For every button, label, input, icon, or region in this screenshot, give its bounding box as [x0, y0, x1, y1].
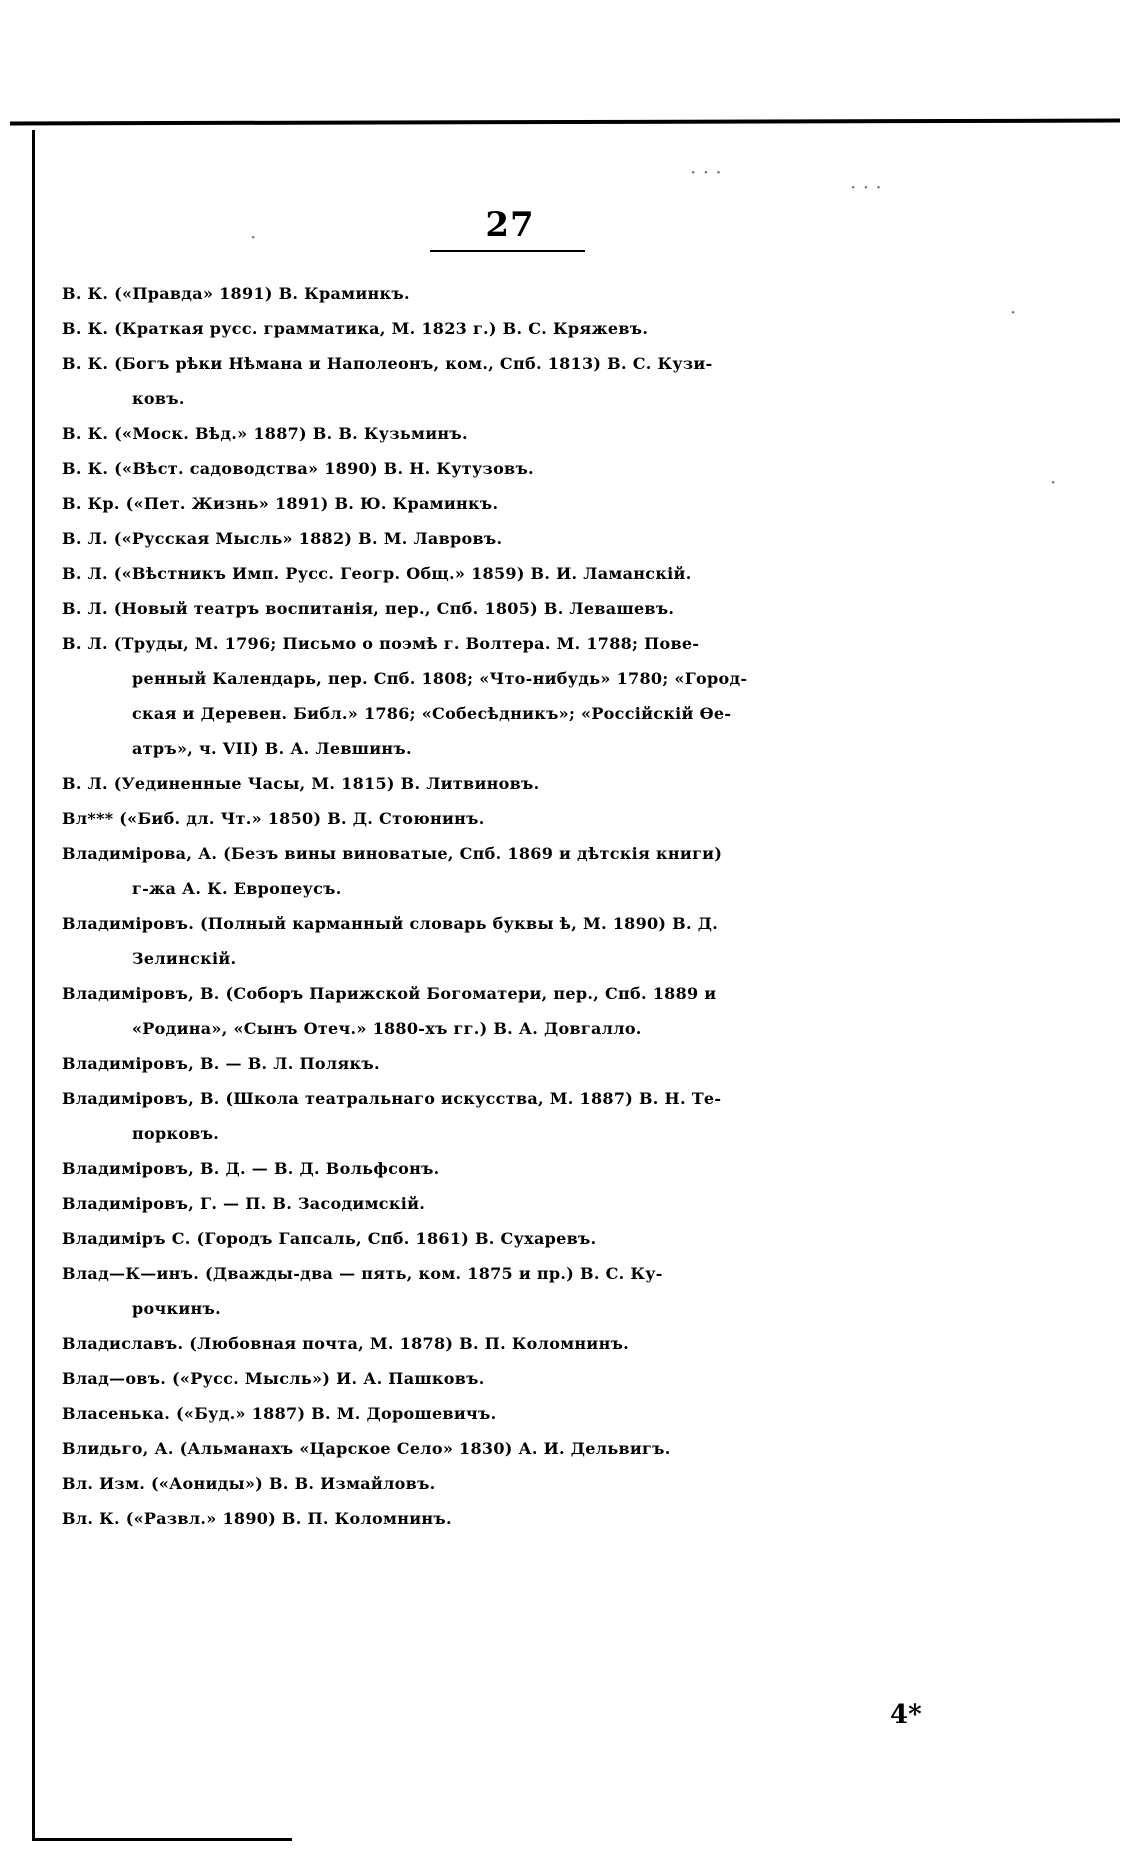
entry: Владиміровъ, Г. — П. В. Засодимскій.	[62, 1194, 426, 1213]
entry-continuation: ренный Календарь, пер. Спб. 1808; «Что-нибудь» 1780; «Город-	[132, 669, 748, 688]
entry-continuation: рочкинъ.	[132, 1299, 221, 1318]
entry-continuation: Зелинскій.	[132, 949, 237, 968]
entry: В. К. («Моск. Вѣд.» 1887) В. В. Кузьминъ.	[62, 424, 468, 443]
entry: В. К. («Вѣст. садоводства» 1890) В. Н. Кутузовъ.	[62, 459, 534, 478]
entry: В. Л. (Новый театръ воспитанія, пер., Спб. 1805) В. Левашевъ.	[62, 599, 675, 618]
show-through-speck: ·	[1010, 300, 1017, 324]
entry: Владиміровъ. (Полный карманный словарь буквы ѣ, М. 1890) В. Д.	[62, 914, 719, 933]
entry: В. К. («Правда» 1891) В. Краминкъ.	[62, 284, 410, 303]
entry: Владимірова, А. (Безъ вины виноватые, Спб. 1869 и дѣтскія книги)	[62, 844, 723, 863]
entry: Владиміровъ, В. — В. Л. Полякъ.	[62, 1054, 380, 1073]
page-number-underline	[430, 250, 585, 252]
page-number: 27	[485, 205, 535, 245]
left-margin-rule	[32, 130, 35, 1840]
entry: В. Л. («Вѣстникъ Имп. Русс. Геогр. Общ.» 1859) В. И. Ламанскій.	[62, 564, 692, 583]
entry: В. Кр. («Пет. Жизнь» 1891) В. Ю. Краминкъ.	[62, 494, 499, 513]
entry: Вл*** («Биб. дл. Чт.» 1850) В. Д. Стоюнинъ.	[62, 809, 485, 828]
bottom-rule	[32, 1838, 292, 1841]
entry: Владиміровъ, В. (Соборъ Парижской Богоматери, пер., Спб. 1889 и	[62, 984, 717, 1003]
entry-continuation: «Родина», «Сынъ Отеч.» 1880-хъ гг.) В. А. Довгалло.	[132, 1019, 642, 1038]
entry-continuation: г-жа А. К. Европеусъ.	[132, 879, 342, 898]
entry: В. К. (Богъ рѣки Нѣмана и Наполеонъ, ком., Спб. 1813) В. С. Кузи-	[62, 354, 713, 373]
entry: Вл. К. («Развл.» 1890) В. П. Коломнинъ.	[62, 1509, 452, 1528]
signature-mark: 4*	[890, 1700, 922, 1730]
entry: Влад—овъ. («Русс. Мысль») И. А. Пашковъ.	[62, 1369, 485, 1388]
entry: В. Л. (Труды, М. 1796; Письмо о поэмѣ г. Волтера. М. 1788; Пове-	[62, 634, 700, 653]
entry: В. Л. (Уединенные Часы, М. 1815) В. Литвиновъ.	[62, 774, 540, 793]
entry: Владиславъ. (Любовная почта, М. 1878) В. П. Коломнинъ.	[62, 1334, 630, 1353]
entry-list	[62, 276, 972, 1536]
top-rule	[10, 119, 1120, 126]
entry: Власенька. («Буд.» 1887) В. М. Дорошевичъ.	[62, 1404, 497, 1423]
entry-continuation: ковъ.	[132, 389, 185, 408]
entry: Влад—К—инъ. (Дважды-два — пять, ком. 1875 и пр.) В. С. Ку-	[62, 1264, 663, 1283]
entry: Владиміръ С. (Городъ Гапсаль, Спб. 1861) В. Сухаревъ.	[62, 1229, 597, 1248]
entry-continuation: ская и Деревен. Библ.» 1786; «Собесѣдникъ»; «Россійскій Ѳе-	[132, 704, 732, 723]
entry: В. К. (Краткая русс. грамматика, М. 1823 г.) В. С. Кряжевъ.	[62, 319, 649, 338]
show-through-speck: · · ·	[850, 175, 882, 199]
entry: Владиміровъ, В. Д. — В. Д. Вольфсонъ.	[62, 1159, 440, 1178]
entry: Влидьго, А. (Альманахъ «Царское Село» 1830) А. И. Дельвигъ.	[62, 1439, 671, 1458]
entry: Вл. Изм. («Аониды») В. В. Измайловъ.	[62, 1474, 436, 1493]
entry-continuation: порковъ.	[132, 1124, 220, 1143]
show-through-speck: · · ·	[690, 160, 722, 184]
entry-continuation: атръ», ч. VII) В. А. Левшинъ.	[132, 739, 412, 758]
show-through-speck: ·	[250, 225, 257, 249]
entry: Владиміровъ, В. (Школа театральнаго искусства, М. 1887) В. Н. Те-	[62, 1089, 722, 1108]
show-through-speck: ·	[1050, 470, 1057, 494]
entry: В. Л. («Русская Мысль» 1882) В. М. Лавровъ.	[62, 529, 503, 548]
